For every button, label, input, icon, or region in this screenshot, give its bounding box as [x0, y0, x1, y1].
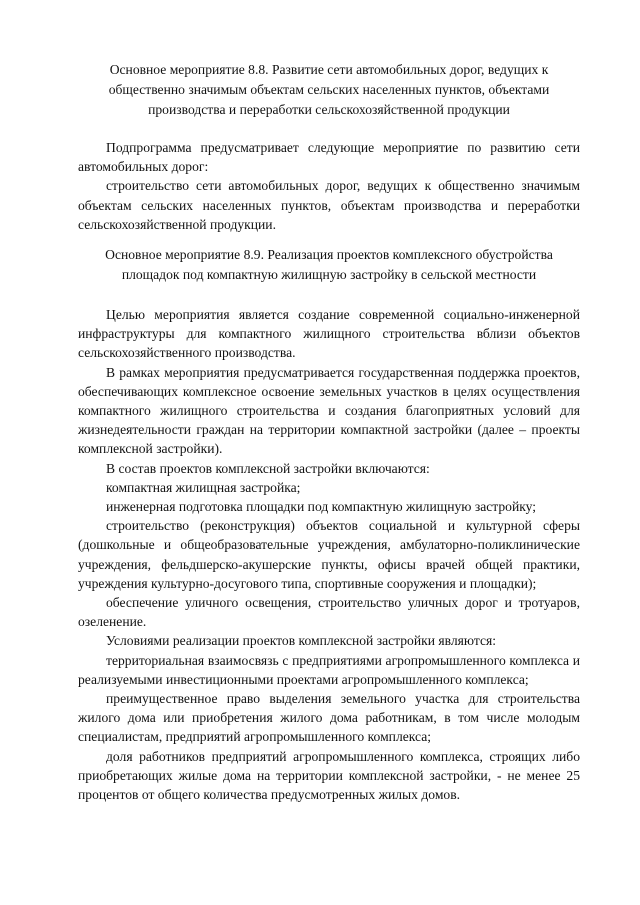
paragraph: инженерная подготовка площадки под компактную жилищную застройку; [106, 499, 537, 515]
heading-measure-8-8: Основное мероприятие 8.8. Развитие сети автомобильных дорог, ведущих к общественно значимым объектам сельских населенных пунктов, объектами производства и переработки сельскохозяйственной продукции [108, 62, 550, 117]
paragraph: В состав проектов комплексной застройки включаются: [106, 460, 430, 476]
paragraph: В рамках мероприятия предусматривается государственная поддержка проектов, обеспечивающих комплексное освоение земельных участков в целях осуществления компактного жилищного строительства и создания благоприятных условий для жизнедеятельности граждан на территории компактной застройки (далее – проекты комплексной застройки). [78, 364, 580, 457]
paragraph: обеспечение уличного освещения, строительство уличных дорог и тротуаров, озеленение. [78, 595, 580, 630]
paragraph: Условиями реализации проектов комплексной застройки являются: [106, 633, 497, 649]
paragraph: Целью мероприятия является создание современной социально-инженерной инфраструктуры для компактного жилищного строительства вблизи объектов сельскохозяйственного производства. [78, 307, 580, 361]
paragraph: строительство (реконструкция) объектов социальной и культурной сферы (дошкольные и общеобразовательные учреждения, амбулаторно-поликлинические учреждения, фельдшерско-акушерские пункты, офисы врачей общей практики, учреждения культурно-досугового типа, спортивные сооружения и площадки); [78, 518, 580, 591]
heading-measure-8-9: Основное мероприятие 8.9. Реализация проектов комплексного обустройства площадок под компактную жилищную застройку в сельской местности [105, 247, 553, 283]
paragraph: территориальная взаимосвязь с предприятиями агропромышленного комплекса и реализуемыми инвестиционными проектами агропромышленного комплекса; [78, 652, 580, 687]
paragraph: преимущественное право выделения земельного участка для строительства жилого дома или приобретения жилого дома работникам, в том числе молодым специалистам, предприятий агропромышленного комплекса; [78, 691, 580, 745]
paragraph: компактная жилищная застройка; [106, 479, 301, 495]
paragraph: доля работников предприятий агропромышленного комплекса, строящих либо приобретающих жилые дома на территории комплексной застройки, - не менее 25 процентов от общего количества предусмотренных жилых домов. [78, 748, 580, 803]
paragraph: строительство сети автомобильных дорог, ведущих к общественно значимым объектам сельских населенных пунктов, объектам производства и переработки сельскохозяйственной продукции. [78, 178, 580, 232]
paragraph: Подпрограмма предусматривает следующие мероприятие по развитию сети автомобильных дорог: [78, 140, 580, 175]
document-body [78, 60, 580, 804]
